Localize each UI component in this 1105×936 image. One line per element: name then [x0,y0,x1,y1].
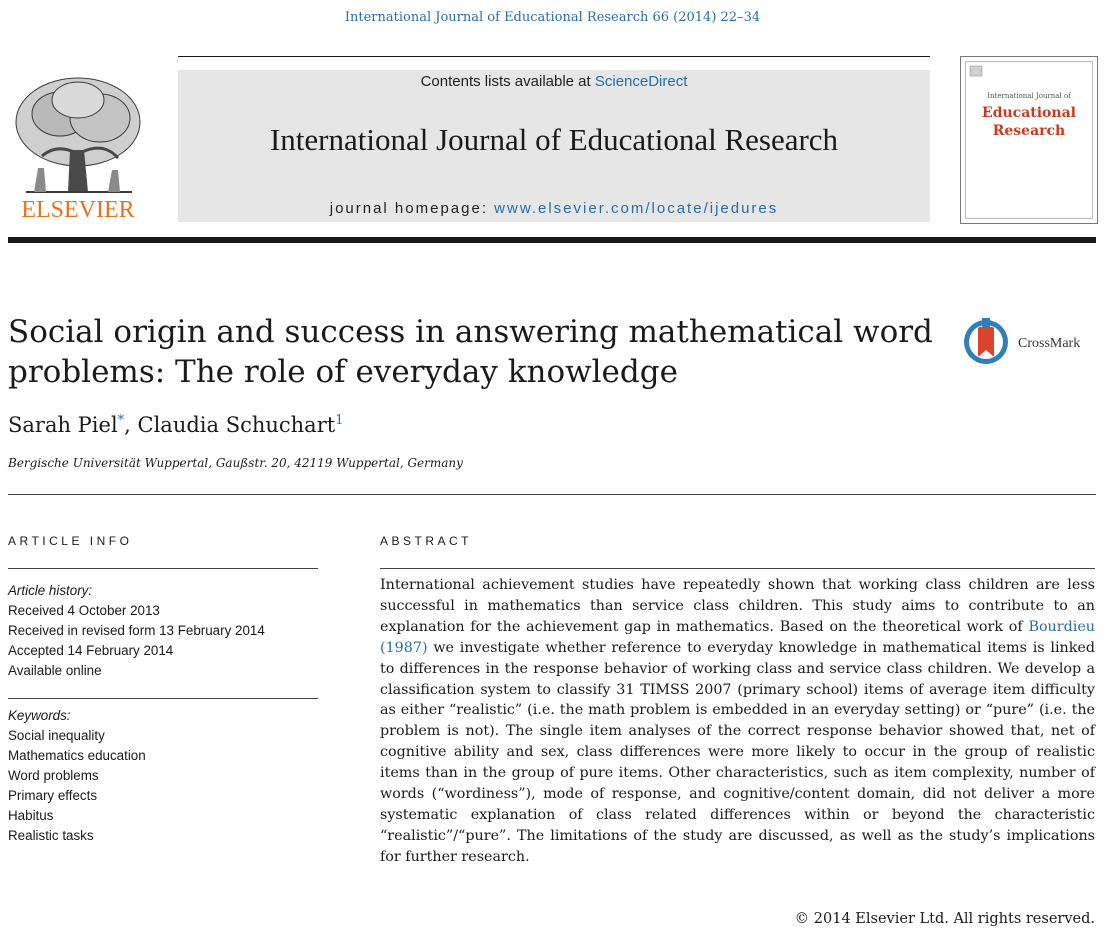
sciencedirect-link[interactable]: ScienceDirect [594,73,688,90]
contents-line: Contents lists available at ScienceDirect [420,73,688,90]
cover-frame [965,61,1093,219]
history-item: Available online [8,663,102,678]
keywords-list [8,706,318,846]
crossmark-label[interactable]: CrossMark [1018,336,1081,351]
abstract-text: International achievement studies have repeatedly shown that working class children are less successful in mathematics than service class children. This study aims to contribute to an explanation for the achievement gap in mathematics. Based on the theoretical work of Bourdieu (1987) we investigate whether reference to everyday knowledge in mathematical items is linked to differences in the response behavior of working class and service class children. We develop a classification system to classify 31 TIMSS 2007 (primary school) items of average item difficulty as either “realistic” (i.e. the math problem is embedded in an everyday setting) or “pure” (i.e. the problem is not). The single item analyses of the correct response behavior showed that, net of cognitive ability and sex, class differences were more likely to occur in the group of realistic items than in the group of pure items. Other characteristics, such as item complexity, number of words (“wordiness”), mode of response, and cognitive/content domain, did not deliver a more systematic explanation of class related differences within or beyond the characteristic “realistic”/“pure”. The limitations of the study are discussed, as well as the study’s implications for further research. [380,577,1095,865]
crossmark-icon[interactable] [962,316,1010,368]
cover-elsevier-icon [969,65,983,77]
author-mark[interactable]: 1 [335,413,344,428]
header-rule-thick [8,237,1096,243]
keyword: Realistic tasks [8,828,94,843]
citation-link[interactable]: Bourdieu (1987) [380,618,1095,656]
cover-small-line: International Journal of [987,92,1071,100]
abstract-rule [380,568,1095,569]
article-info-heading: ARTICLE INFO [8,534,133,548]
history-label: Article history: [8,583,93,598]
journal-title: International Journal of Educational Research [269,122,839,157]
history-item: Accepted 14 February 2014 [8,643,174,658]
author-name[interactable]: Claudia Schuchart [137,413,336,437]
elsevier-tree-logo [8,70,148,198]
keyword: Social inequality [8,728,105,743]
history-item: Received 4 October 2013 [8,603,160,618]
keyword: Word problems [8,768,99,783]
journal-reference[interactable]: International Journal of Educational Research 66 (2014) 22–34 [344,10,761,25]
author-name[interactable]: Sarah Piel [8,413,118,437]
header-rule-thin [178,56,930,57]
article-title: Social origin and success in answering mathematical word problems: The role of everyday knowledge [8,314,933,390]
author-mark[interactable]: * [117,413,125,428]
elsevier-wordmark: ELSEVIER [21,197,135,223]
author-list: Sarah Piel*, Claudia Schuchart$^1$ [8,413,344,437]
keywords-label: Keywords: [8,708,71,723]
journal-homepage-line: journal homepage: www.elsevier.com/locate/ijedures [329,200,779,217]
affiliation-rule [8,494,1096,495]
cover-title: Educational Research [982,105,1076,139]
article-info-rule [8,568,318,569]
article-history [8,581,318,681]
keywords-rule [8,698,318,699]
keyword: Habitus [8,808,54,823]
affiliation: Bergische Universität Wuppertal, Gaußstr. 20, 42119 Wuppertal, Germany [8,456,463,470]
keyword: Primary effects [8,788,98,803]
copyright-notice: © 2014 Elsevier Ltd. All rights reserved. [794,911,1095,927]
journal-banner [178,70,930,222]
journal-homepage-link[interactable]: www.elsevier.com/locate/ijedures [494,200,779,217]
abstract-heading: ABSTRACT [380,534,473,548]
journal-cover-thumbnail[interactable] [960,56,1098,224]
history-item: Received in revised form 13 February 2014 [8,623,265,638]
keyword: Mathematics education [8,748,146,763]
